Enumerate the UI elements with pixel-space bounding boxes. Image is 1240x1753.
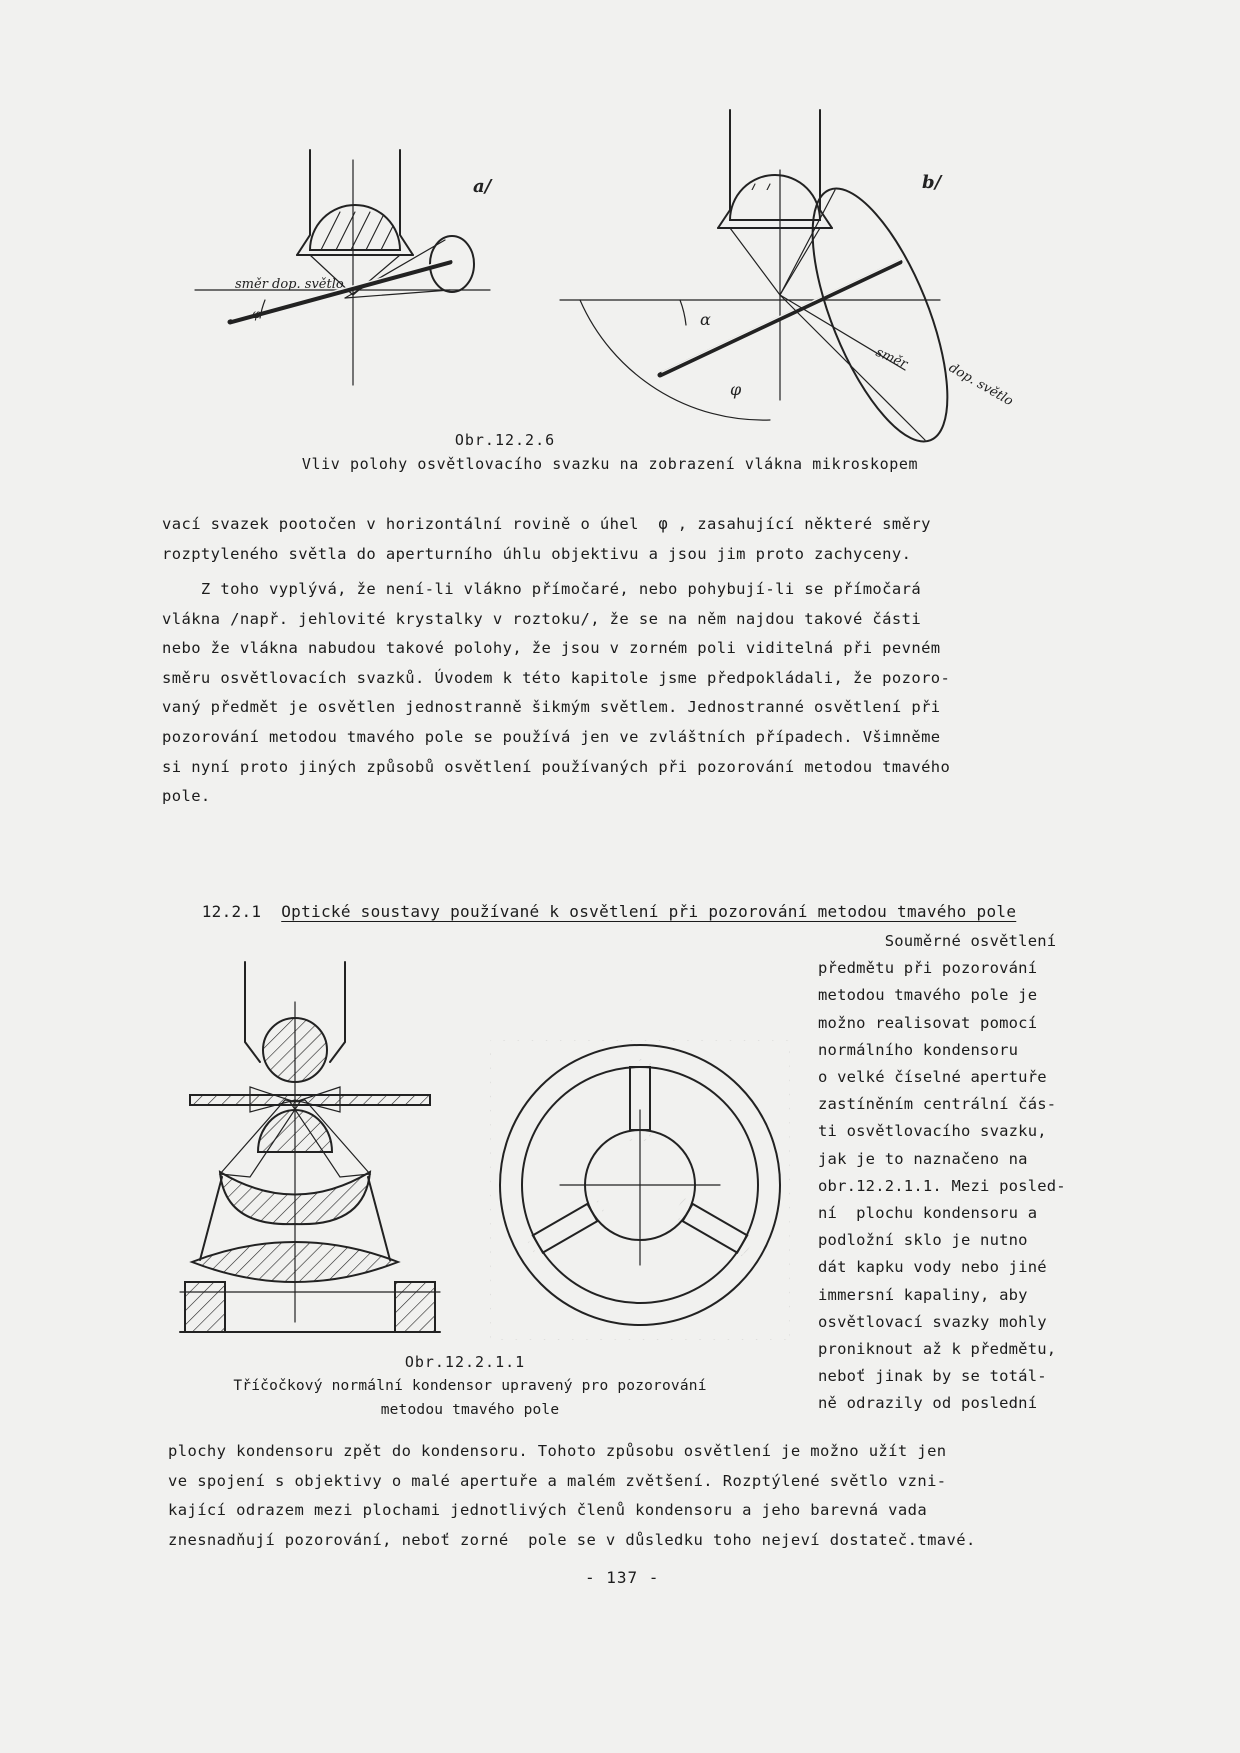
side-line: osvětlovací svazky mohly — [818, 1312, 1047, 1331]
side-line: normálního kondensoru — [818, 1040, 1019, 1059]
side-line: předmětu při pozorování — [818, 959, 1038, 978]
figure-b-label: b/ — [922, 172, 942, 193]
figure-b-rotated-illumination — [620, 110, 1050, 430]
paragraph-line: znesnadňují pozorování, neboť zorné pole se v důsledku toho nejeví dostateč.tmavé. — [168, 1530, 976, 1549]
figure-bottom-caption-line2: metodou tmavého pole — [380, 1402, 560, 1418]
paragraph-line: ve spojení s objektivy o malé apertuře a malém zvětšení. Rozptýlené světlo vzni- — [168, 1471, 947, 1490]
figure-a-label: a/ — [473, 176, 492, 197]
page-number: - 137 - — [585, 1568, 660, 1587]
paragraph-line: vaný předmět je osvětlen jednostranně šikmým světlem. Jednostranné osvětlení při — [162, 698, 941, 717]
paragraph-line: směru osvětlovacích svazků. Úvodem k této kapitole jsme předpokládali, že pozoro- — [162, 668, 951, 687]
side-line: jak je to naznačeno na — [818, 1149, 1028, 1168]
figure-bottom-caption-line1: Tříčočkový normální kondensor upravený pro pozorování — [233, 1378, 707, 1394]
section-number: 12.2.1 — [201, 902, 262, 921]
paragraph-line: si nyní proto jiných způsobů osvětlení používaných při pozorování metodou tmavého — [162, 757, 951, 776]
paragraph-line: rozptyleného světla do aperturního úhlu objektivu a jsou jim proto zachyceny. — [162, 544, 912, 563]
side-line: immersní kapaliny, aby — [818, 1285, 1028, 1304]
side-line: ní plochu kondensoru a — [818, 1204, 1038, 1223]
figure-top-caption-number: Obr.12.2.6 — [454, 431, 556, 449]
paragraph-3 — [168, 1437, 976, 1555]
direction-label-b2: dop. světlo — [946, 360, 1016, 410]
side-line: proniknout až k předmětu, — [818, 1340, 1057, 1359]
paragraph-line: pozorování metodou tmavého pole se používá jen ve zvláštních případech. Všimněme — [162, 727, 941, 746]
paragraph-2 — [162, 575, 950, 812]
paragraph-1 — [162, 510, 931, 569]
paragraph-line: vlákna /např. jehlovité krystalky v roztoku/, že se na něm najdou takové části — [162, 609, 922, 628]
figure-a-fiber-illumination — [190, 140, 550, 390]
angle-label-phi: φ — [730, 380, 742, 399]
paragraph-line: pole. — [162, 787, 211, 806]
figure-condenser-side-view — [180, 962, 440, 1332]
paragraph-line: kající odrazem mezi plochami jednotlivých členů kondensoru a jeho barevná vada — [168, 1501, 928, 1520]
side-line: možno realisovat pomocí — [818, 1013, 1038, 1032]
side-line: obr.12.2.1.1. Mezi posled- — [818, 1176, 1066, 1195]
paragraph-line: vací svazek pootočen v horizontální rovině o úhel φ , zasahující některé směry — [162, 515, 931, 533]
angle-label-a: φ — [252, 307, 261, 321]
side-column-text — [818, 928, 1066, 1418]
paragraph-line: Z toho vyplývá, že není-li vlákno přímočaré, nebo pohybují-li se přímočará — [162, 580, 922, 598]
side-line: Souměrné osvětlení — [818, 932, 1057, 950]
side-line: o velké číselné apertuře — [818, 1068, 1047, 1087]
figure-bottom-caption-number: Obr.12.2.1.1 — [404, 1353, 526, 1371]
section-title: Optické soustavy používané k osvětlení při pozorování metodou tmavého pole — [281, 902, 1017, 921]
figure-top-caption-text: Vliv polohy osvětlovacího svazku na zobrazení vlákna mikroskopem — [301, 455, 919, 473]
side-line: metodou tmavého pole je — [818, 986, 1038, 1005]
angle-label-alpha: α — [700, 310, 711, 329]
direction-label-b1: směr — [873, 344, 910, 373]
side-line: neboť jinak by se totál- — [818, 1367, 1047, 1386]
side-line: zastíněním centrální čás- — [818, 1095, 1057, 1114]
paragraph-line: plochy kondensoru zpět do kondensoru. Tohoto způsobu osvětlení je možno užít jen — [168, 1442, 947, 1460]
side-line: ně odrazily od poslední — [818, 1394, 1038, 1413]
direction-label-a: směr dop. světlo — [235, 277, 344, 292]
side-line: podložní sklo je nutno — [818, 1231, 1028, 1250]
side-line: dát kapku vody nebo jiné — [818, 1258, 1047, 1277]
paragraph-line: nebo že vlákna nabudou takové polohy, že jsou v zorném poli viditelná při pevném — [162, 639, 941, 658]
side-line: ti osvětlovacího svazku, — [818, 1122, 1047, 1141]
figure-central-stop-diaphragm — [490, 1040, 790, 1340]
